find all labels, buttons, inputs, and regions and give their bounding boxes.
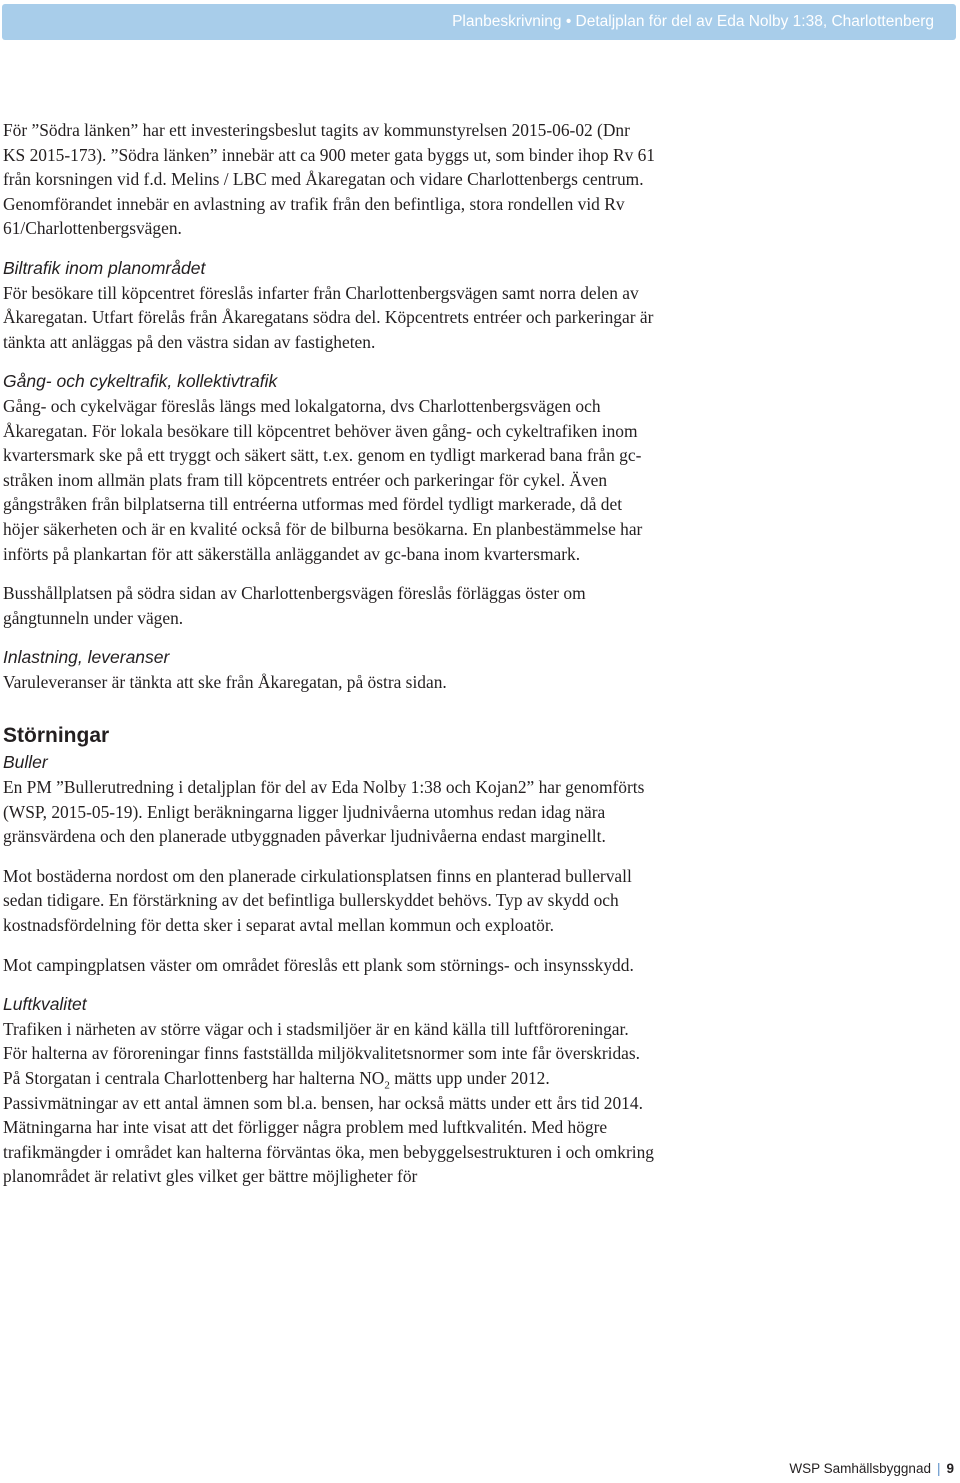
footer-separator: | xyxy=(936,1461,941,1476)
page-number: 9 xyxy=(946,1461,954,1476)
luftkvalitet-text-b: mätts upp under 2012. Passivmätningar av ett antal ämnen som bl.a. bensen, har också mätts under ett års tid 2014. Mätningarna har inte visat att det förligger några problem med luftkvalitén. Med högre trafikmängder i området kan halterna förväntas öka, men bebyggelsestrukturen i och omkring planområdet är relativt gles vilket ger bättre möjligheter för xyxy=(3,1068,654,1187)
gang-cykel-heading: Gång- och cykeltrafik, kollektivtrafik xyxy=(3,371,278,392)
inlastning-paragraph: Varuleveranser är tänkta att ske från Åkaregatan, på östra sidan. xyxy=(3,671,447,692)
storningar-heading: Störningar xyxy=(3,724,110,748)
footer-org: WSP Samhällsbyggnad xyxy=(789,1461,931,1476)
intro-paragraph: För ”Södra länken” har ett investeringsbeslut tagits av kommunstyrelsen 2015-06-02 (Dnr KS 2015-173). ”Södra länken” innebär att ca 900 meter gata byggs ut, som binder ihop Rv 61 från korsningen vid f.d. Melins / LBC med Åkaregatan och vidare Charlottenbergs centrum. Genomförandet innebär en avlastning av trafik från den befintliga, stora rondellen vid Rv 61/Charlottenbergsvägen. xyxy=(3,120,656,239)
buss-paragraph: Busshållplatsen på södra sidan av Charlottenbergsvägen föreslås förläggas öster om gångtunneln under vägen. xyxy=(3,583,586,628)
buller-paragraph-2: Mot bostäderna nordost om den planerade cirkulationsplatsen finns en planterad bullervall sedan tidigare. En förstärkning av det befintliga bullerskyddet behövs. Typ av skydd och kostnadsfördelning för detta sker i separat avtal mellan kommun och exploatör. xyxy=(3,865,632,936)
no2-subscript: 2 xyxy=(384,1079,390,1092)
buller-paragraph-1: En PM ”Bullerutredning i detaljplan för del av Eda Nolby 1:38 och Kojan2” har genomförts (WSP, 2015-05-19). Enligt beräkningarna ligger ljudnivåerna utomhus redan idag nära gränsvärdena och den planerade utbyggnaden påverkar ljudnivåerna endast marginellt. xyxy=(3,777,645,847)
document-title: Planbeskrivning • Detaljplan för del av Eda Nolby 1:38, Charlottenberg xyxy=(452,13,934,30)
biltrafik-paragraph: För besökare till köpcentret föreslås infarter från Charlottenbergsvägen samt norra delen av Åkaregatan. Utfart förelås från Åkaregatans södra del. Köpcentrets entréer och parkeringar är tänkta att anläggas på den västra sidan av fastigheten. xyxy=(3,282,654,352)
page-header xyxy=(2,4,956,40)
page-body xyxy=(3,118,655,1189)
luftkvalitet-paragraph xyxy=(3,1017,655,1189)
luftkvalitet-heading: Luftkvalitet xyxy=(3,994,87,1015)
buller-paragraph-3: Mot campingplatsen väster om området föreslås ett plank som störnings- och insynsskydd. xyxy=(3,954,634,975)
luftkvalitet-text-a: Trafiken i närheten av större vägar och i stadsmiljöer är en känd källa till luftföroreningar. För halterna av föroreningar finns fastställda miljökvalitetsnormer som inte får överskridas. På Storgatan i centrala Charlottenberg har halterna NO xyxy=(3,1018,640,1088)
inlastning-heading: Inlastning, leveranser xyxy=(3,647,170,668)
biltrafik-heading: Biltrafik inom planområdet xyxy=(3,257,206,278)
gang-cykel-paragraph: Gång- och cykelvägar föreslås längs med lokalgatorna, dvs Charlottenbergsvägen och Åkaregatan. För lokala besökare till köpcentret behöver även gång- och cykeltrafiken inom kvartersmark ske på ett tryggt och säkert sätt, t.ex. genom en tydligt markerad bana från gc-stråken inom allmän plats fram till köpcentrets entréer och parkeringar för cykel. Även gångstråken från bilplatserna till entréerna utformas med fördel tydligt markerade, då det höjer säkerheten och är en kvalité också för de bilburna besökarna. En planbestämmelse har införts på plankartan för att säkerställa anläggandet av gc-bana inom kvartersmark. xyxy=(3,395,643,564)
page-footer xyxy=(789,1461,954,1476)
buller-heading: Buller xyxy=(3,752,48,773)
